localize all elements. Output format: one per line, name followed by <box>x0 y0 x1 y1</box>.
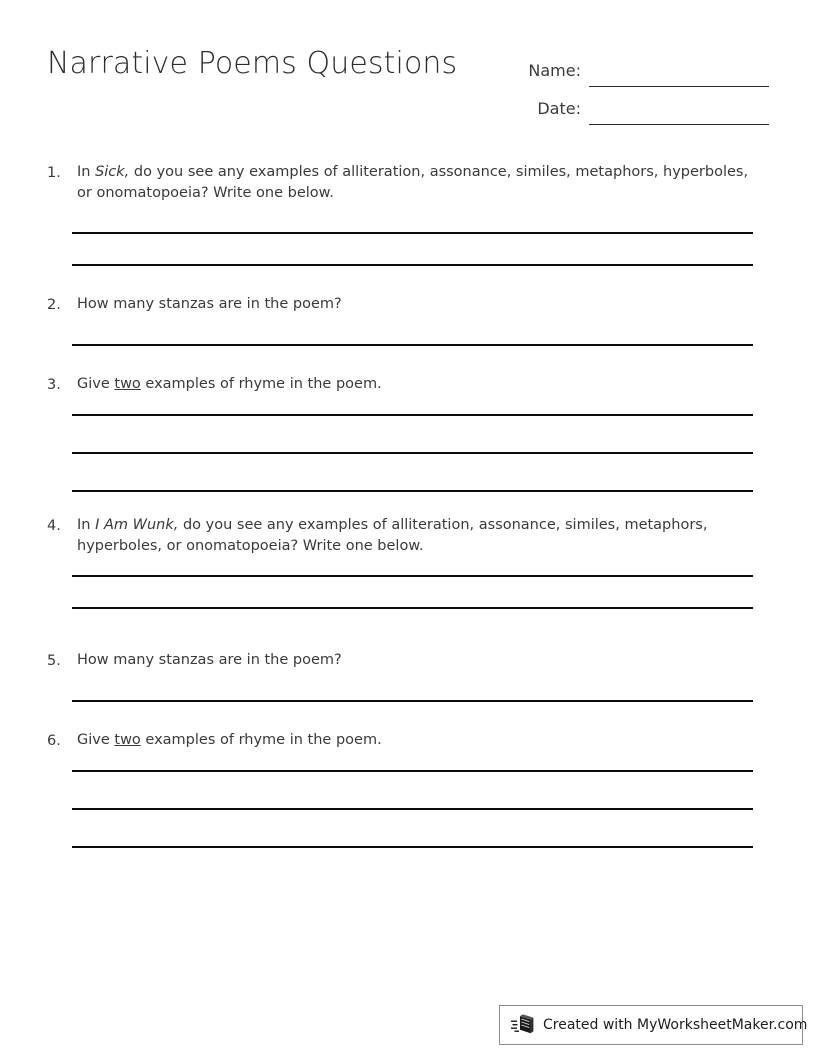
answer-line-wrapper <box>72 575 753 577</box>
attribution-text: Created with MyWorksheetMaker.com <box>543 1017 808 1033</box>
answer-line[interactable] <box>72 232 753 234</box>
question-row <box>47 162 753 204</box>
name-field-input-rule[interactable] <box>589 60 769 87</box>
question-block <box>47 374 753 396</box>
answer-line[interactable] <box>72 770 753 772</box>
question-text-fragment: In <box>77 164 96 180</box>
answer-line-wrapper <box>72 770 753 772</box>
question-row <box>47 650 753 672</box>
date-field-row <box>507 87 769 125</box>
answer-line[interactable] <box>72 846 753 848</box>
question-text-fragment: do you see any examples of alliteration, assonance, similes, metaphors, hyperboles, or onomatopoeia? Write one below. <box>77 164 749 201</box>
question-row <box>47 294 753 316</box>
answer-line[interactable] <box>72 808 753 810</box>
question-text-fragment: Give <box>77 376 115 392</box>
answer-line-wrapper <box>72 344 753 346</box>
question-text-fragment: How many stanzas are in the poem? <box>77 296 342 312</box>
question-block <box>47 294 753 316</box>
question-text-fragment: two <box>114 376 141 392</box>
question-text-fragment: examples of rhyme in the poem. <box>140 376 382 392</box>
student-info-fields <box>507 49 769 125</box>
question-text <box>77 515 753 557</box>
answer-line-wrapper <box>72 414 753 416</box>
page-title: Narrative Poems Questions <box>47 46 458 81</box>
question-text <box>77 162 753 204</box>
answer-line[interactable] <box>72 344 753 346</box>
question-text <box>77 650 753 671</box>
answer-line-wrapper <box>72 490 753 492</box>
answer-line[interactable] <box>72 452 753 454</box>
question-number: 5. <box>47 653 61 669</box>
question-block <box>47 730 753 752</box>
answer-line-wrapper <box>72 452 753 454</box>
question-row <box>47 730 753 752</box>
answer-line[interactable] <box>72 264 753 266</box>
question-text-fragment: Give <box>77 732 115 748</box>
name-field-label: Name: <box>528 61 581 80</box>
question-number: 4. <box>47 518 61 534</box>
answer-line-wrapper <box>72 607 753 609</box>
question-text-fragment: examples of rhyme in the poem. <box>140 732 382 748</box>
answer-line-wrapper <box>72 232 753 234</box>
question-text <box>77 294 753 315</box>
date-field-input-rule[interactable] <box>589 98 769 125</box>
question-text-fragment: Sick, <box>95 164 130 180</box>
question-number: 2. <box>47 297 61 313</box>
question-number: 6. <box>47 733 61 749</box>
answer-line[interactable] <box>72 575 753 577</box>
question-block <box>47 515 753 557</box>
question-number: 1. <box>47 165 61 181</box>
answer-line[interactable] <box>72 607 753 609</box>
question-text <box>77 730 753 751</box>
answer-line[interactable] <box>72 414 753 416</box>
question-block <box>47 650 753 672</box>
question-block <box>47 162 753 204</box>
date-field-label: Date: <box>537 99 581 118</box>
question-row <box>47 374 753 396</box>
question-text-fragment: two <box>114 732 141 748</box>
answer-line-wrapper <box>72 846 753 848</box>
answer-line[interactable] <box>72 700 753 702</box>
name-field-row <box>507 49 769 87</box>
answer-line-wrapper <box>72 808 753 810</box>
question-text <box>77 374 753 395</box>
question-number: 3. <box>47 377 61 393</box>
question-text-fragment: do you see any examples of alliteration, assonance, similes, metaphors, hyperboles, or onomatopoeia? Write one below. <box>77 517 708 554</box>
worksheet-maker-logo-icon <box>511 1013 537 1037</box>
question-text-fragment: I Am Wunk, <box>95 517 179 533</box>
answer-line-wrapper <box>72 264 753 266</box>
answer-line-wrapper <box>72 700 753 702</box>
question-text-fragment: In <box>77 517 96 533</box>
worksheet-header <box>47 44 769 119</box>
question-text-fragment: How many stanzas are in the poem? <box>77 652 342 668</box>
answer-line[interactable] <box>72 490 753 492</box>
question-row <box>47 515 753 557</box>
attribution-badge[interactable] <box>499 1005 808 1045</box>
